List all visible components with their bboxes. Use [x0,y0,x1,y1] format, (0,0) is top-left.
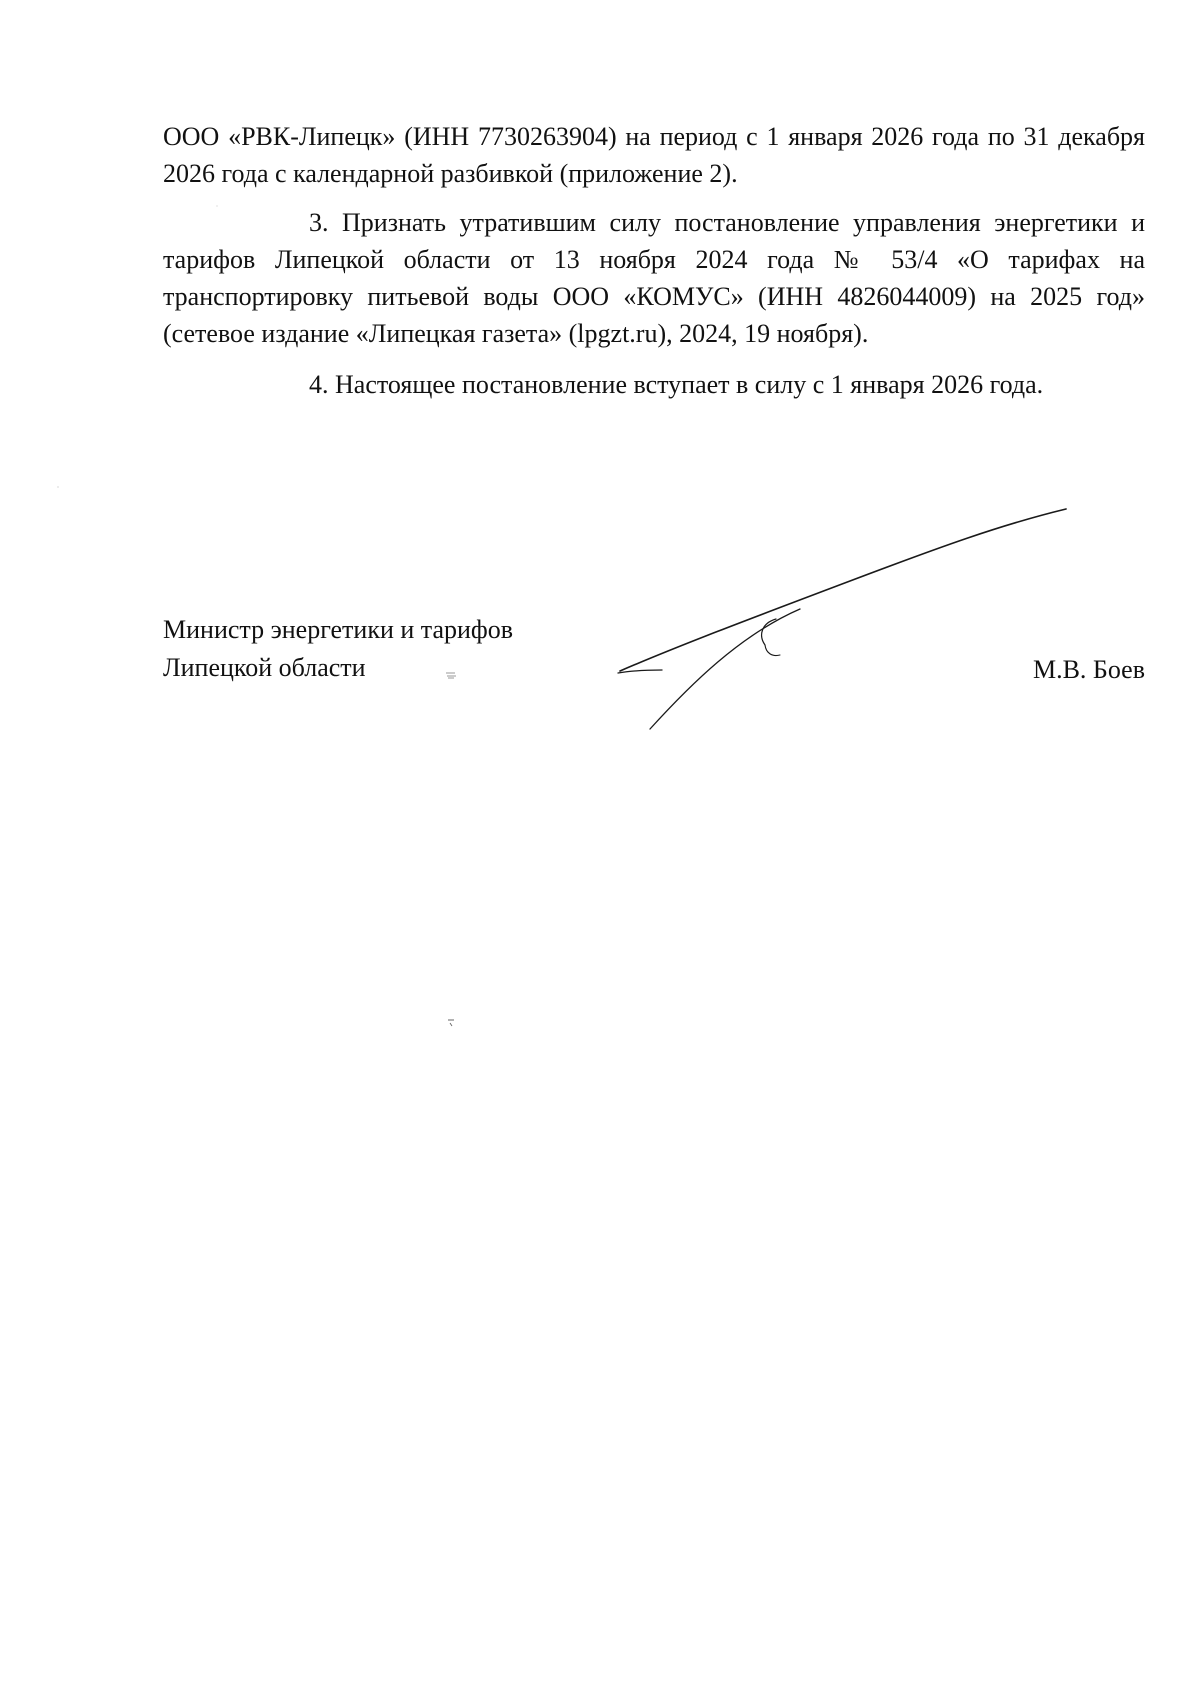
scan-speck [447,1018,455,1028]
scan-speck [445,670,457,680]
signatory-name: М.В. Боев [1032,655,1145,684]
signatory-position-line-1: Министр энергетики и тарифов [163,615,514,644]
signatory-position [163,611,513,687]
item-4-number: 4. [309,370,329,399]
scan-speck [215,204,219,208]
signatory-position-line-2: Липецкой области [163,653,366,682]
item-3-number: 3. [309,208,329,237]
item-4 [163,366,1145,403]
item-3 [163,204,1145,352]
handwritten-signature [600,495,1080,745]
item-3-text: Признать утратившим силу постановление управления энергетики и тарифов Липецкой области от 13 ноября 2024 года № 53/4 «О тарифах на транспортировку питьевой воды ООО «КОМУС» (ИНН 4826044009) на 2025 год» (сетевое издание «Липецкая газета» (lpgzt.ru), 2024, 19 ноября). [163,208,1145,348]
item-4-text: Настоящее постановление вступает в силу с 1 января 2026 года. [335,370,1044,399]
scan-speck [56,485,60,489]
paragraph-continuation: ООО «РВК-Липецк» (ИНН 7730263904) на период с 1 января 2026 года по 31 декабря 2026 года с календарной разбивкой (приложение 2). [163,122,1145,188]
